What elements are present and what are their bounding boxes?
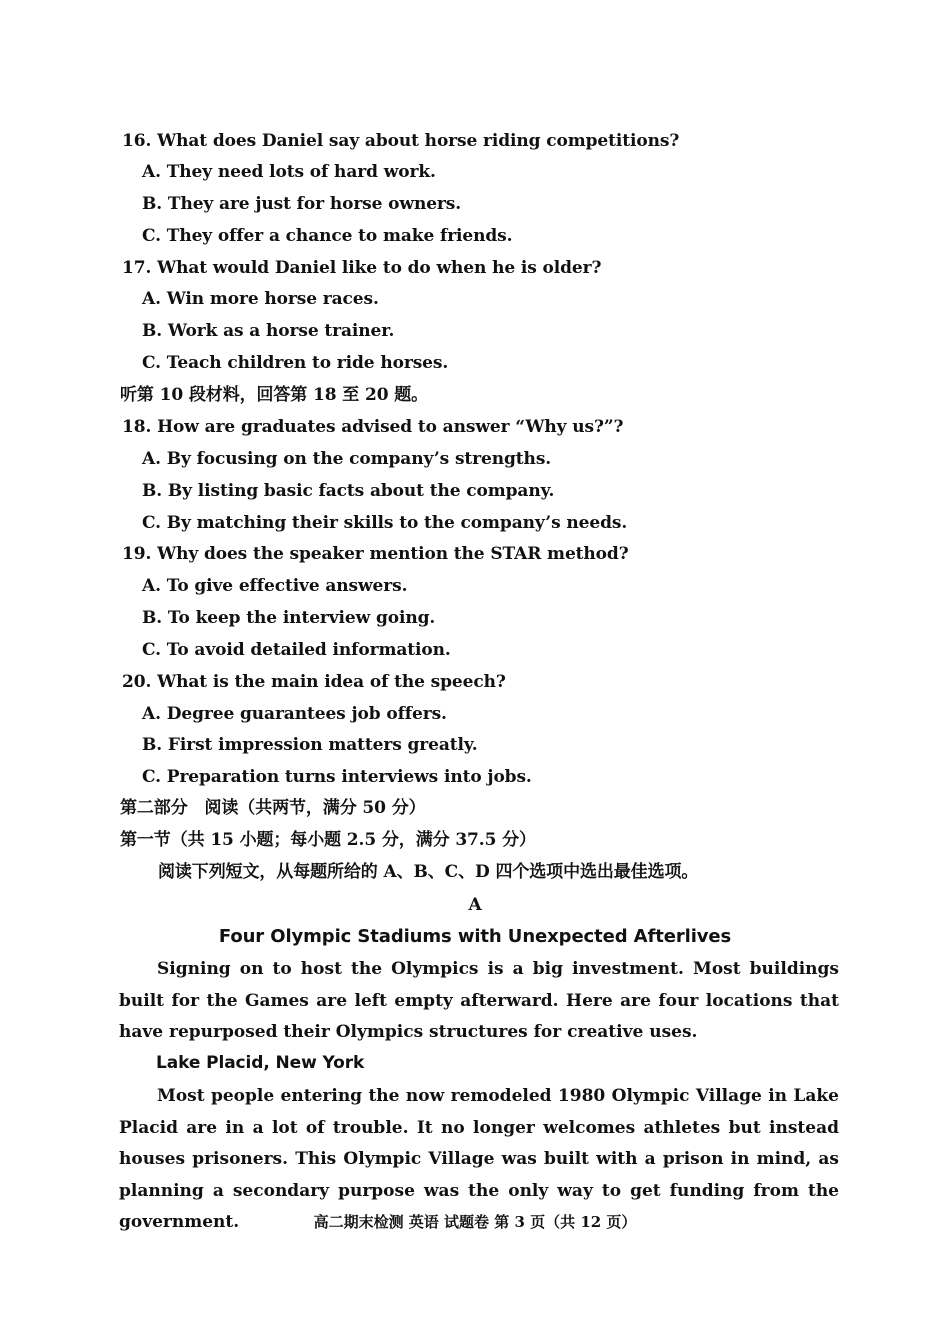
- question-18-option-c: C. By matching their skills to the company’s needs.: [142, 513, 628, 533]
- question-19-stem: 19. Why does the speaker mention the STAR method?: [122, 544, 629, 564]
- passage-intro: Signing on to host the Olympics is a big investment. Most buildings built for the Games are left empty afterward. Here are four locations that have repurposed their Olympics structures for creative uses.: [119, 959, 839, 1043]
- question-16-option-c: C. They offer a chance to make friends.: [142, 226, 513, 246]
- question-20-stem: 20. What is the main idea of the speech?: [122, 672, 506, 692]
- question-19-option-c: C. To avoid detailed information.: [142, 640, 451, 660]
- question-17-option-b: B. Work as a horse trainer.: [142, 321, 395, 341]
- part2-heading: 第二部分 阅读（共两节，满分 50 分）: [120, 798, 426, 818]
- question-17-stem: 17. What would Daniel like to do when he is older?: [122, 258, 602, 278]
- question-20-option-b: B. First impression matters greatly.: [142, 735, 478, 755]
- listening-section-note: 听第 10 段材料，回答第 18 至 20 题。: [120, 385, 429, 405]
- question-20-option-c: C. Preparation turns interviews into jobs.: [142, 767, 532, 787]
- question-16-option-a: A. They need lots of hard work.: [142, 162, 436, 182]
- reading-instruction: 阅读下列短文，从每题所给的 A、B、C、D 四个选项中选出最佳选项。: [158, 862, 699, 882]
- question-18-stem: 18. How are graduates advised to answer “Why us?”?: [122, 417, 624, 437]
- question-16-stem: 16. What does Daniel say about horse riding competitions?: [122, 131, 680, 151]
- passage-title: Four Olympic Stadiums with Unexpected Afterlives: [218, 926, 732, 947]
- passage-subhead: Lake Placid, New York: [156, 1053, 365, 1073]
- question-19-option-b: B. To keep the interview going.: [142, 608, 436, 628]
- passage-label: A: [468, 895, 482, 915]
- question-20-option-a: A. Degree guarantees job offers.: [142, 704, 447, 724]
- page-footer: 高二期末检测 英语 试题卷 第 3 页（共 12 页）: [313, 1213, 637, 1231]
- question-18-option-a: A. By focusing on the company’s strengths.: [142, 449, 552, 469]
- passage-body: Most people entering the now remodeled 1980 Olympic Village in Lake Placid are in a lot of trouble. It no longer welcomes athletes but instead houses prisoners. This Olympic Village was built with a prison in mind, as planning a secondary purpose was the only way to get funding from the government.: [119, 1086, 839, 1233]
- question-18-option-b: B. By listing basic facts about the company.: [142, 481, 555, 501]
- question-17-option-a: A. Win more horse races.: [142, 289, 379, 309]
- question-16-option-b: B. They are just for horse owners.: [142, 194, 462, 214]
- question-19-option-a: A. To give effective answers.: [142, 576, 408, 596]
- question-17-option-c: C. Teach children to ride horses.: [142, 353, 449, 373]
- section1-heading: 第一节（共 15 小题；每小题 2.5 分，满分 37.5 分）: [120, 830, 536, 850]
